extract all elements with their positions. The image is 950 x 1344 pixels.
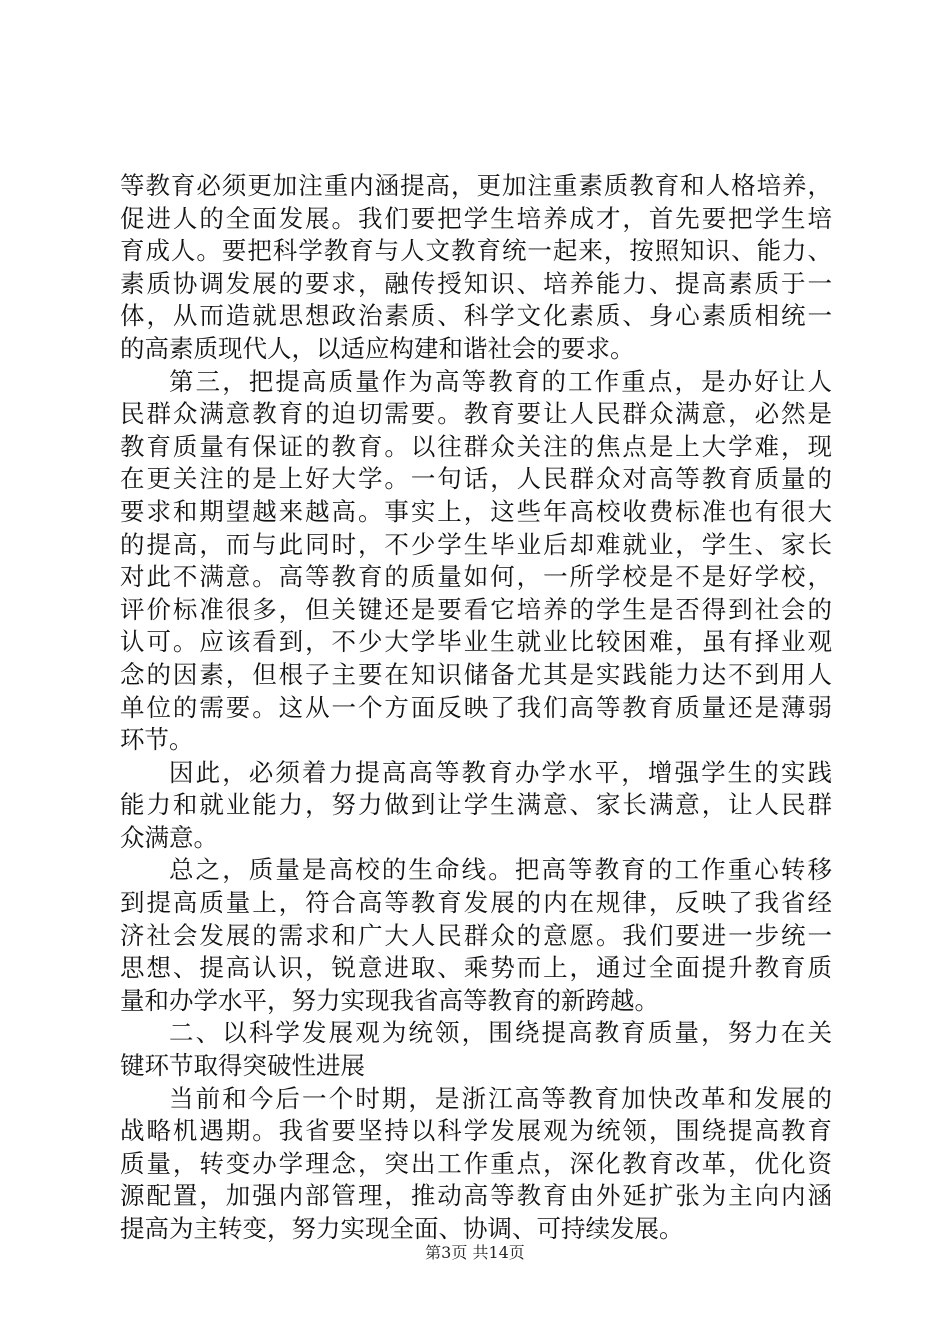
text-line: 能力和就业能力，努力做到让学生满意、家长满意，让人民群 bbox=[120, 790, 832, 820]
paragraph-first-line: 因此，必须着力提高高等教育办学水平，增强学生的实践 bbox=[169, 757, 832, 787]
text-line: 在更关注的是上好大学。一句话，人民群众对高等教育质量的 bbox=[120, 464, 832, 494]
text-line: 素质协调发展的要求，融传授知识、培养能力、提高素质于一 bbox=[120, 268, 832, 298]
text-line: 教育质量有保证的教育。以往群众关注的焦点是上大学难，现 bbox=[120, 431, 832, 461]
text-line: 育成人。要把科学教育与人文教育统一起来，按照知识、能力、 bbox=[120, 236, 832, 266]
text-line: 质量，转变办学理念，突出工作重点，深化教育改革，优化资 bbox=[120, 1148, 832, 1178]
section-heading-line: 二、以科学发展观为统领，围绕提高教育质量，努力在关 bbox=[169, 1018, 832, 1048]
text-line: 体，从而造就思想政治素质、科学文化素质、身心素质相统一 bbox=[120, 301, 832, 331]
paragraph-first-line: 第三，把提高质量作为高等教育的工作重点，是办好让人 bbox=[169, 366, 832, 396]
text-line: 量和办学水平，努力实现我省高等教育的新跨越。 bbox=[120, 985, 659, 1015]
text-line: 对此不满意。高等教育的质量如何，一所学校是不是好学校， bbox=[120, 562, 832, 592]
text-line: 等教育必须更加注重内涵提高，更加注重素质教育和人格培养， bbox=[120, 171, 832, 200]
text-line: 要求和期望越来越高。事实上，这些年高校收费标准也有很大 bbox=[120, 496, 832, 526]
text-line: 源配置，加强内部管理，推动高等教育由外延扩张为主向内涵 bbox=[120, 1181, 832, 1211]
text-line: 的提高，而与此同时，不少学生毕业后却难就业，学生、家长 bbox=[120, 529, 832, 559]
text-line: 到提高质量上，符合高等教育发展的内在规律，反映了我省经 bbox=[120, 888, 832, 918]
text-line: 单位的需要。这从一个方面反映了我们高等教育质量还是薄弱 bbox=[120, 692, 832, 722]
text-line: 众满意。 bbox=[120, 822, 218, 852]
text-line: 念的因素，但根子主要在知识储备尤其是实践能力达不到用人 bbox=[120, 659, 832, 689]
text-line: 促进人的全面发展。我们要把学生培养成才，首先要把学生培 bbox=[120, 203, 832, 233]
text-line: 战略机遇期。我省要坚持以科学发展观为统领，围绕提高教育 bbox=[120, 1116, 832, 1146]
text-line: 认可。应该看到，不少大学毕业生就业比较困难，虽有择业观 bbox=[120, 627, 832, 657]
text-line: 思想、提高认识，锐意进取、乘势而上，通过全面提升教育质 bbox=[120, 953, 832, 983]
document-body bbox=[120, 170, 832, 1246]
text-line: 提高为主转变，努力实现全面、协调、可持续发展。 bbox=[120, 1214, 684, 1243]
text-line: 环节。 bbox=[120, 725, 194, 755]
text-line: 济社会发展的需求和广大人民群众的意愿。我们要进一步统一 bbox=[120, 920, 832, 950]
text-line: 评价标准很多，但关键还是要看它培养的学生是否得到社会的 bbox=[120, 594, 832, 624]
paragraph-first-line: 当前和今后一个时期，是浙江高等教育加快改革和发展的 bbox=[169, 1083, 832, 1113]
text-line: 的高素质现代人，以适应构建和谐社会的要求。 bbox=[120, 333, 635, 363]
section-heading-line: 键环节取得突破性进展 bbox=[120, 1051, 365, 1081]
paragraph-first-line: 总之，质量是高校的生命线。把高等教育的工作重心转移 bbox=[169, 855, 832, 885]
text-line: 民群众满意教育的迫切需要。教育要让人民群众满意，必然是 bbox=[120, 399, 832, 429]
page-number-footer: 第3页 共14页 bbox=[425, 1243, 525, 1262]
